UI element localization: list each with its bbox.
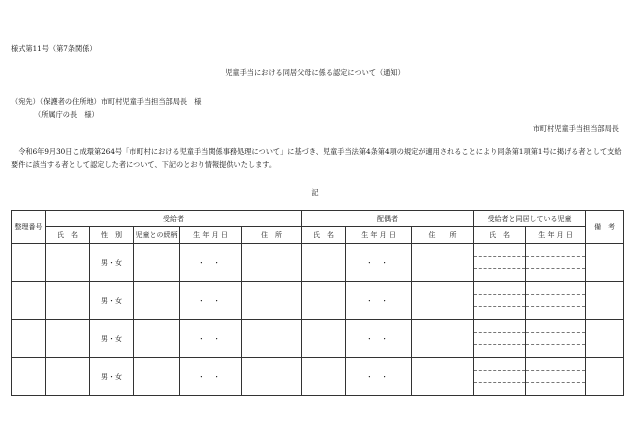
recipient-name-cell[interactable]: [46, 358, 90, 396]
recipient-birthdate-cell[interactable]: ・ ・: [180, 244, 242, 282]
table-row: [12, 244, 624, 282]
header-child-birthdate: 生 年 月 日: [526, 227, 586, 244]
header-recipient-address: 住 所: [242, 227, 302, 244]
child-name-cell[interactable]: [474, 320, 526, 358]
recipient-relation-cell[interactable]: [134, 282, 180, 320]
recipient-address-cell[interactable]: [242, 244, 302, 282]
child-birthdate-cell[interactable]: [526, 244, 586, 282]
recipient-address-cell[interactable]: [242, 358, 302, 396]
info-table: [11, 210, 624, 396]
remarks-cell[interactable]: [586, 358, 624, 396]
recipient-birthdate-cell[interactable]: ・ ・: [180, 282, 242, 320]
reg-no-cell[interactable]: [12, 320, 46, 358]
header-recipient-birthdate: 生 年 月 日: [180, 227, 242, 244]
spouse-name-cell[interactable]: [302, 358, 346, 396]
header-spouse: 配偶者: [302, 211, 474, 227]
child-name-cell[interactable]: [474, 358, 526, 396]
recipient-address-alt: （所属庁の長 様）: [34, 110, 99, 119]
header-reg-no: 整理番号: [12, 211, 46, 244]
reg-no-cell[interactable]: [12, 282, 46, 320]
child-name-cell[interactable]: [474, 244, 526, 282]
recipient-relation-cell[interactable]: [134, 244, 180, 282]
form-number: 様式第11号（第7条関係）: [11, 44, 97, 53]
recipient-name-cell[interactable]: [46, 320, 90, 358]
recipient-gender-cell[interactable]: 男・女: [90, 358, 134, 396]
record-heading: 記: [311, 188, 319, 197]
recipient-relation-cell[interactable]: [134, 320, 180, 358]
spouse-name-cell[interactable]: [302, 244, 346, 282]
table-row: [12, 282, 624, 320]
reg-no-cell[interactable]: [12, 358, 46, 396]
header-spouse-address: 住 所: [412, 227, 474, 244]
recipient-gender-cell[interactable]: 男・女: [90, 320, 134, 358]
spouse-address-cell[interactable]: [412, 320, 474, 358]
recipient-name-cell[interactable]: [46, 244, 90, 282]
spouse-birthdate-cell[interactable]: ・ ・: [346, 282, 412, 320]
remarks-cell[interactable]: [586, 244, 624, 282]
header-cohabiting-child: 受給者と同居している児童: [474, 211, 586, 227]
spouse-birthdate-cell[interactable]: ・ ・: [346, 244, 412, 282]
recipient-birthdate-cell[interactable]: ・ ・: [180, 358, 242, 396]
child-birthdate-cell[interactable]: [526, 358, 586, 396]
header-recipient-name: 氏 名: [46, 227, 90, 244]
body-paragraph: 令和6年9月30日こ成環第264号「市町村における児童手当関係事務処理について」に基づき、児童手当法第4条第4項の規定が適用されることにより同条第1項第1号に掲げる者として支給要件に該当する者として認定した者について、下記のとおり情報提供いたします。: [11, 147, 622, 169]
header-recipient-gender: 性 別: [90, 227, 134, 244]
spouse-address-cell[interactable]: [412, 244, 474, 282]
recipient-birthdate-cell[interactable]: ・ ・: [180, 320, 242, 358]
spouse-name-cell[interactable]: [302, 282, 346, 320]
child-birthdate-cell[interactable]: [526, 320, 586, 358]
header-remarks: 備 考: [586, 211, 624, 244]
recipient-address: （宛先）（保護者の住所地）市町村児童手当担当部局長 様: [11, 97, 202, 106]
spouse-address-cell[interactable]: [412, 358, 474, 396]
header-spouse-birthdate: 生 年 月 日: [346, 227, 412, 244]
header-recipient-relation: 児童との続柄: [134, 227, 180, 244]
table-row: [12, 320, 624, 358]
child-name-cell[interactable]: [474, 282, 526, 320]
recipient-address-cell[interactable]: [242, 282, 302, 320]
document-title: 児童手当における同居父母に係る認定について（通知）: [225, 68, 405, 77]
remarks-cell[interactable]: [586, 282, 624, 320]
spouse-birthdate-cell[interactable]: ・ ・: [346, 358, 412, 396]
spouse-address-cell[interactable]: [412, 282, 474, 320]
header-child-name: 氏 名: [474, 227, 526, 244]
table-row: [12, 358, 624, 396]
recipient-relation-cell[interactable]: [134, 358, 180, 396]
child-birthdate-cell[interactable]: [526, 282, 586, 320]
recipient-name-cell[interactable]: [46, 282, 90, 320]
spouse-birthdate-cell[interactable]: ・ ・: [346, 320, 412, 358]
reg-no-cell[interactable]: [12, 244, 46, 282]
spouse-name-cell[interactable]: [302, 320, 346, 358]
sender-name: 市町村児童手当担当部局長: [532, 124, 619, 133]
header-spouse-name: 氏 名: [302, 227, 346, 244]
remarks-cell[interactable]: [586, 320, 624, 358]
recipient-gender-cell[interactable]: 男・女: [90, 282, 134, 320]
recipient-address-cell[interactable]: [242, 320, 302, 358]
header-recipient: 受給者: [46, 211, 302, 227]
recipient-gender-cell[interactable]: 男・女: [90, 244, 134, 282]
